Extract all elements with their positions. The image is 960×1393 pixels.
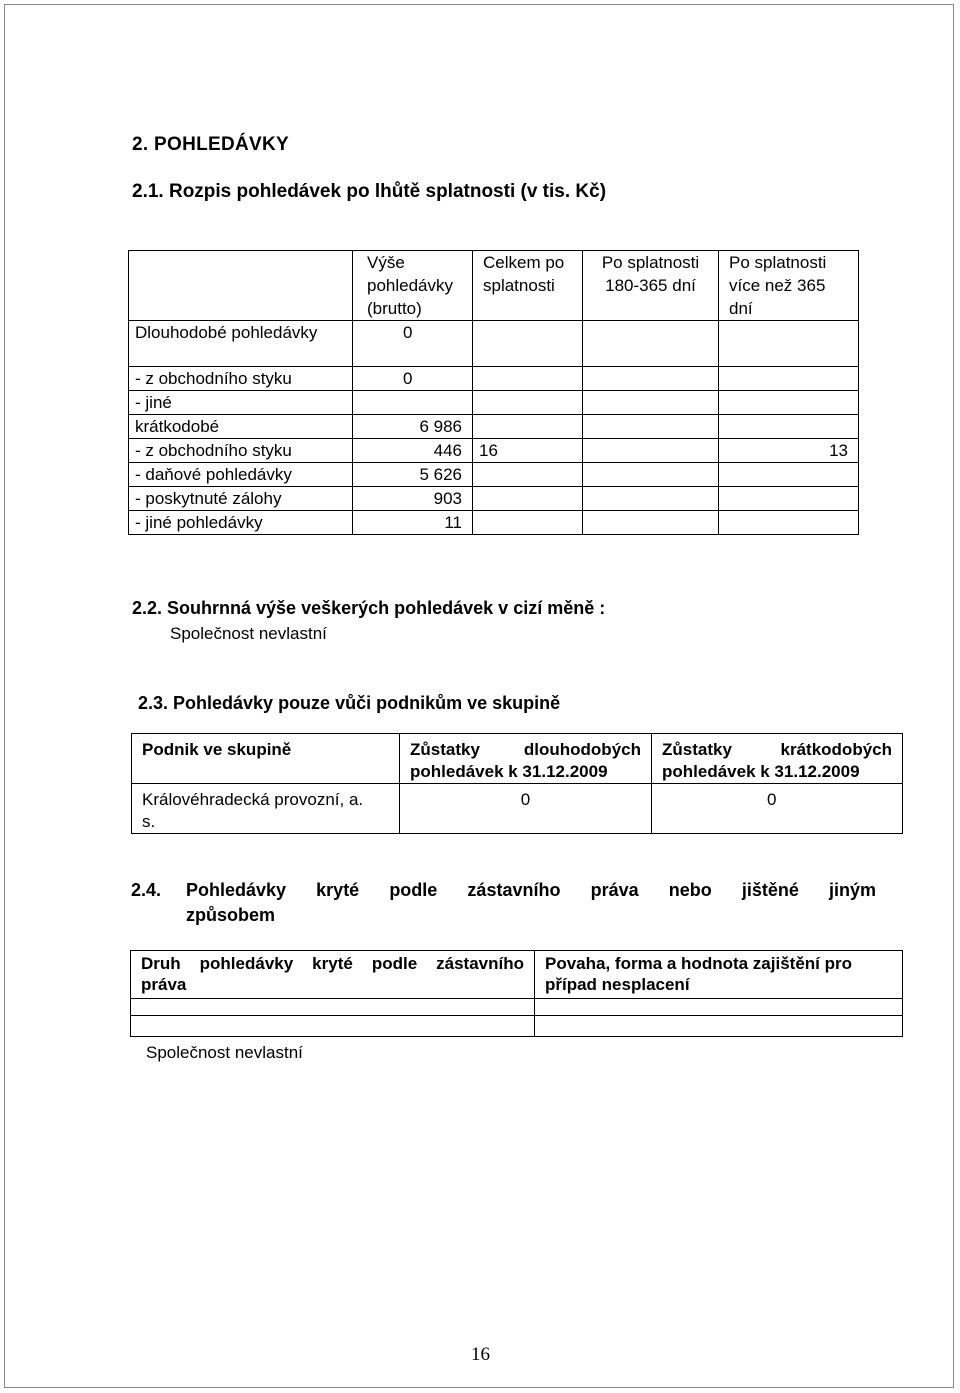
cell-overdue-total bbox=[473, 321, 583, 367]
header-line: Zůstatky dlouhodobých bbox=[410, 740, 641, 759]
table-header-cell bbox=[129, 251, 353, 321]
short-term-balance: 0 bbox=[652, 784, 903, 834]
table-header-cell bbox=[400, 734, 652, 784]
page-number: 16 bbox=[471, 1344, 490, 1365]
cell-overdue-365 bbox=[719, 487, 859, 511]
table-row bbox=[132, 784, 903, 834]
row-label: - z obchodního styku bbox=[129, 439, 353, 463]
header-line: práva bbox=[141, 975, 187, 994]
table-header-cell: Po splatnosti více než 365 dní bbox=[719, 251, 859, 321]
cell-overdue-180-365 bbox=[583, 463, 719, 487]
cell-overdue-total bbox=[473, 367, 583, 391]
group-receivables-table bbox=[131, 733, 903, 834]
receivables-overdue-table bbox=[128, 250, 859, 535]
row-label: - daňové pohledávky bbox=[129, 463, 353, 487]
table-row bbox=[129, 321, 859, 367]
table-header-cell bbox=[652, 734, 903, 784]
table-row bbox=[131, 1016, 903, 1037]
table-row bbox=[129, 439, 859, 463]
table-header-cell: Po splatnosti 180-365 dní bbox=[583, 251, 719, 321]
cell-overdue-total bbox=[473, 511, 583, 535]
cell-overdue-180-365 bbox=[583, 321, 719, 367]
long-term-balance: 0 bbox=[400, 784, 652, 834]
table-header-row bbox=[131, 951, 903, 999]
cell-brutto: 0 bbox=[353, 321, 473, 367]
subsection-2-4-title-line-2: způsobem bbox=[186, 905, 276, 925]
header-line: pohledávek k 31.12.2009 bbox=[662, 762, 860, 781]
cell-brutto: 0 bbox=[353, 367, 473, 391]
row-label: krátkodobé bbox=[129, 415, 353, 439]
empty-cell bbox=[131, 999, 535, 1016]
cell-overdue-365 bbox=[719, 415, 859, 439]
cell-overdue-180-365 bbox=[583, 439, 719, 463]
cell-overdue-180-365 bbox=[583, 415, 719, 439]
table-header-cell: Výše pohledávky (brutto) bbox=[353, 251, 473, 321]
header-line: pohledávek k 31.12.2009 bbox=[410, 762, 608, 781]
table-row bbox=[129, 463, 859, 487]
cell-overdue-365: 13 bbox=[719, 439, 859, 463]
empty-cell bbox=[131, 1016, 535, 1037]
table-row bbox=[129, 415, 859, 439]
header-line: Zůstatky krátkodobých bbox=[662, 740, 892, 759]
subsection-2-3-title: 2.3. Pohledávky pouze vůči podnikům ve skupině bbox=[138, 693, 561, 713]
table-header-cell bbox=[535, 951, 903, 999]
table-row bbox=[129, 511, 859, 535]
empty-cell bbox=[535, 999, 903, 1016]
row-label: - poskytnuté zálohy bbox=[129, 487, 353, 511]
header-line: případ nesplacení bbox=[545, 975, 690, 994]
cell-brutto: 6 986 bbox=[353, 415, 473, 439]
cell-overdue-365 bbox=[719, 321, 859, 367]
table-header-row bbox=[132, 734, 903, 784]
table-row bbox=[129, 391, 859, 415]
cell-overdue-365 bbox=[719, 367, 859, 391]
cell-overdue-total bbox=[473, 391, 583, 415]
row-label: Dlouhodobé pohledávky bbox=[129, 321, 353, 367]
row-label: - jiné pohledávky bbox=[129, 511, 353, 535]
table-row bbox=[129, 367, 859, 391]
table-header-cell: Celkem po splatnosti bbox=[473, 251, 583, 321]
table-header-cell: Podnik ve skupině bbox=[132, 734, 400, 784]
cell-brutto: 11 bbox=[353, 511, 473, 535]
cell-overdue-365 bbox=[719, 463, 859, 487]
subsection-2-2-note: Společnost nevlastní bbox=[170, 624, 327, 643]
cell-brutto: 903 bbox=[353, 487, 473, 511]
table-row bbox=[129, 487, 859, 511]
company-name: Královéhradecká provozní, a. s. bbox=[132, 784, 400, 834]
cell-overdue-total bbox=[473, 463, 583, 487]
row-label: - z obchodního styku bbox=[129, 367, 353, 391]
row-label: - jiné bbox=[129, 391, 353, 415]
cell-overdue-180-365 bbox=[583, 367, 719, 391]
empty-cell bbox=[535, 1016, 903, 1037]
subsection-2-2-title: 2.2. Souhrnná výše veškerých pohledávek v cizí měně : bbox=[132, 598, 606, 618]
cell-overdue-180-365 bbox=[583, 391, 719, 415]
subsection-2-4-note: Společnost nevlastní bbox=[146, 1043, 303, 1062]
secured-receivables-table bbox=[130, 950, 903, 1037]
header-line: Povaha, forma a hodnota zajištění pro bbox=[545, 954, 852, 973]
subsection-2-4-number: 2.4. bbox=[131, 880, 162, 900]
cell-brutto bbox=[353, 391, 473, 415]
cell-brutto: 446 bbox=[353, 439, 473, 463]
cell-overdue-365 bbox=[719, 391, 859, 415]
cell-overdue-180-365 bbox=[583, 487, 719, 511]
table-header-row bbox=[129, 251, 859, 321]
cell-overdue-180-365 bbox=[583, 511, 719, 535]
cell-overdue-total: 16 bbox=[473, 439, 583, 463]
cell-overdue-total bbox=[473, 415, 583, 439]
subsection-2-1-title: 2.1. Rozpis pohledávek po lhůtě splatnosti (v tis. Kč) bbox=[132, 181, 607, 202]
section-title: 2. POHLEDÁVKY bbox=[132, 134, 289, 155]
header-line: Druh pohledávky kryté podle zástavního bbox=[141, 954, 524, 973]
table-row bbox=[131, 999, 903, 1016]
subsection-2-4-title-line-1: Pohledávky kryté podle zástavního práva nebo jištěné jiným bbox=[186, 880, 876, 900]
cell-overdue-365 bbox=[719, 511, 859, 535]
cell-brutto: 5 626 bbox=[353, 463, 473, 487]
cell-overdue-total bbox=[473, 487, 583, 511]
table-header-cell bbox=[131, 951, 535, 999]
